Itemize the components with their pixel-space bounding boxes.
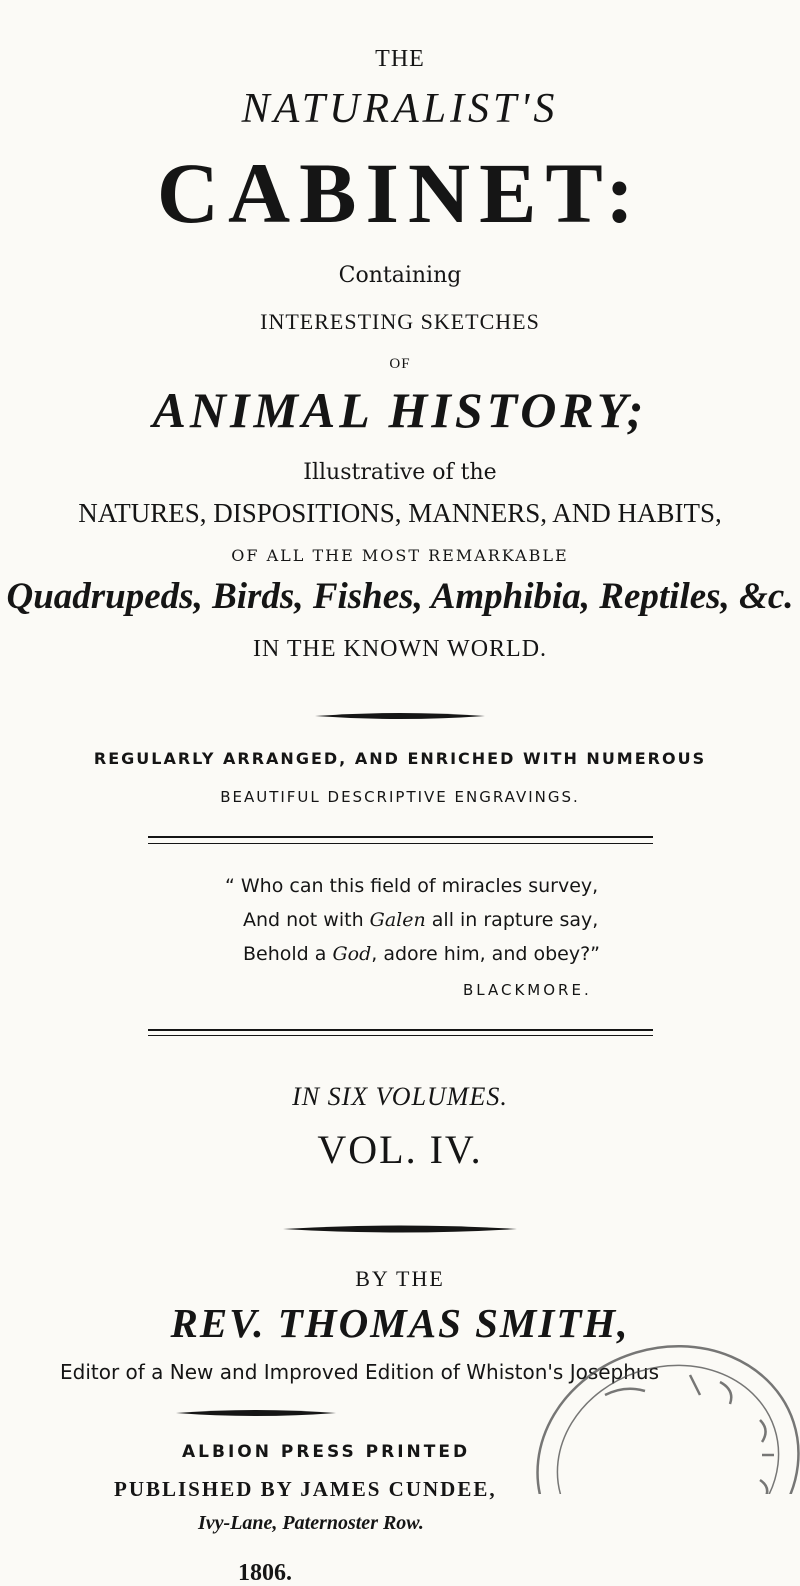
by-the: BY THE: [355, 1266, 445, 1291]
subtitle-known-world: IN THE KNOWN WORLD.: [252, 636, 548, 662]
epigraph-line-2: And not with Galen all in rapture say,: [243, 909, 599, 931]
epigraph-line-3: Behold a God, adore him, and obey?”: [243, 943, 601, 965]
subtitle-animal-history: ANIMAL HISTORY;: [152, 382, 648, 438]
subtitle-of: OF: [389, 356, 411, 372]
volume-number: VOL. IV.: [317, 1127, 483, 1172]
subtitle-interesting-sketches: INTERESTING SKETCHES: [260, 309, 540, 334]
epigraph-name-god: God: [332, 943, 372, 965]
epigraph-author: BLACKMORE.: [463, 981, 592, 999]
publication-year: 1806.: [238, 1560, 292, 1586]
subtitle-of-all: OF ALL THE MOST REMARKABLE: [231, 546, 569, 565]
epigraph-name-galen: Galen: [369, 909, 426, 931]
subtitle-illustrative: Illustrative of the: [303, 460, 497, 485]
subtitle-containing: Containing: [338, 263, 462, 288]
epigraph-line-1: “ Who can this field of miracles survey,: [225, 875, 599, 897]
subtitle-animal-classes: Quadrupeds, Birds, Fishes, Amphibia, Reptiles, &c.: [6, 576, 794, 617]
subtitle-natures: NATURES, DISPOSITIONS, MANNERS, AND HABITS,: [78, 498, 722, 528]
subtitle-beautiful-engravings: BEAUTIFUL DESCRIPTIVE ENGRAVINGS.: [220, 788, 580, 806]
author-name: REV. THOMAS SMITH,: [170, 1300, 630, 1346]
subtitle-regularly-arranged: REGULARLY ARRANGED, AND ENRICHED WITH NUMEROUS: [93, 749, 707, 768]
title-naturalist: NATURALIST'S: [241, 86, 559, 132]
volumes-count: IN SIX VOLUMES.: [292, 1082, 508, 1111]
title-cabinet: CABINET:: [156, 145, 644, 241]
title-the: THE: [375, 46, 425, 72]
editor-line: Editor of a New and Improved Edition of Whiston's Josephus: [60, 1360, 660, 1384]
printer-line: ALBION PRESS PRINTED: [182, 1442, 471, 1462]
publisher-address: Ivy-Lane, Paternoster Row.: [198, 1512, 424, 1534]
publisher-line: PUBLISHED BY JAMES CUNDEE,: [114, 1477, 497, 1501]
